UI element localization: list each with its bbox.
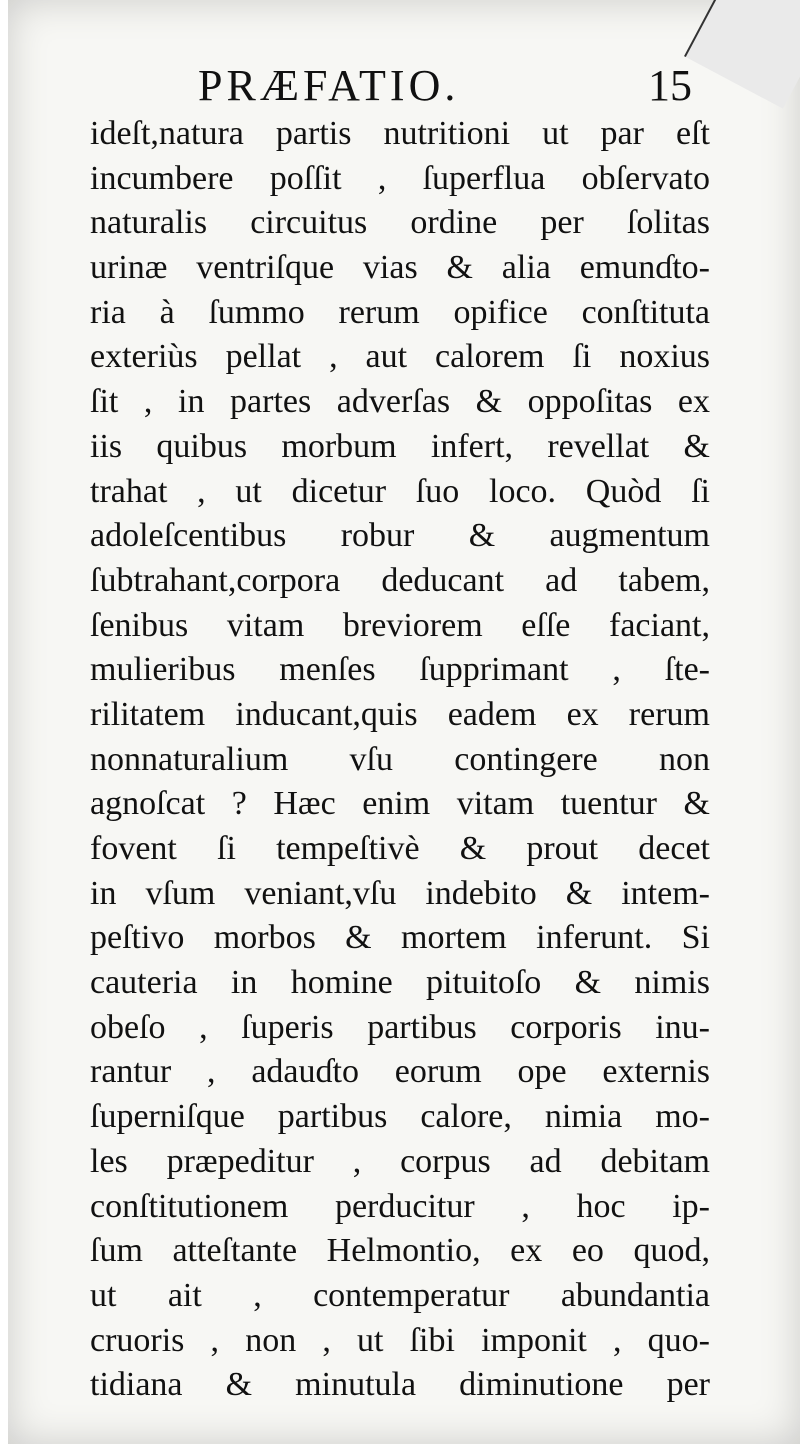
text-line: exteriùs pellat , aut calorem ſi noxius [90, 338, 710, 376]
text-line: iis quibus morbum infert, revellat & [90, 427, 710, 465]
text-line: ria à ſummo rerum opifice conſtituta [90, 293, 710, 331]
body-text [90, 112, 710, 1408]
text-line: cruoris , non , ut ſibi imponit , quo- [90, 1321, 710, 1359]
text-line: ſubtrahant,corpora deducant ad tabem, [90, 561, 710, 599]
text-line: rantur , adauɗto eorum ope externis [90, 1053, 710, 1091]
text-line: ſenibus vitam breviorem eſſe faciant, [90, 606, 710, 644]
text-line: agnoſcat ? Hæc enim vitam tuentur & [90, 785, 710, 823]
text-line: ut ait , contemperatur abundantia [90, 1276, 710, 1314]
text-line: rilitatem inducant,quis eadem ex rerum [90, 695, 710, 733]
text-line: ſum atteſtante Helmontio, ex eo quod, [90, 1232, 710, 1270]
text-line: naturalis circuitus ordine per ſolitas [90, 204, 710, 242]
book-page [8, 0, 800, 1444]
text-line: peſtivo morbos & mortem inferunt. Si [90, 919, 710, 957]
text-line: nonnaturalium vſu contingere non [90, 740, 710, 778]
text-line: ſit , in partes adverſas & oppoſitas ex [90, 383, 710, 421]
text-line: conſtitutionem perducitur , hoc ip- [90, 1187, 710, 1225]
text-line: mulieribus menſes ſupprimant , ſte- [90, 651, 710, 689]
text-line: ſuperniſque partibus calore, nimia mo- [90, 1098, 710, 1136]
text-line: cauteria in homine pituitoſo & nimis [90, 964, 710, 1002]
text-line: in vſum veniant,vſu indebito & intem- [90, 874, 710, 912]
text-line: fovent ſi tempeſtivè & prout decet [90, 830, 710, 867]
text-line: adoleſcentibus robur & augmentum [90, 517, 710, 555]
text-line: ideſt,natura partis nutritioni ut par eſt [90, 115, 710, 152]
text-line: urinæ ventriſque vias & alia emunɗto- [90, 249, 710, 287]
running-title: PRÆFATIO. [198, 61, 460, 110]
text-line: trahat , ut dicetur ſuo loco. Quòd ſi [90, 472, 710, 510]
text-line: incumbere poſſit , ſuperflua obſervato [90, 159, 710, 197]
text-line: tidiana & minutula diminutione per [90, 1366, 710, 1404]
text-line: les præpeditur , corpus ad debitam [90, 1142, 710, 1180]
page-header [8, 60, 800, 120]
text-line: obeſo , ſuperis partibus corporis inu- [90, 1008, 710, 1046]
page-number: 15 [648, 61, 692, 110]
